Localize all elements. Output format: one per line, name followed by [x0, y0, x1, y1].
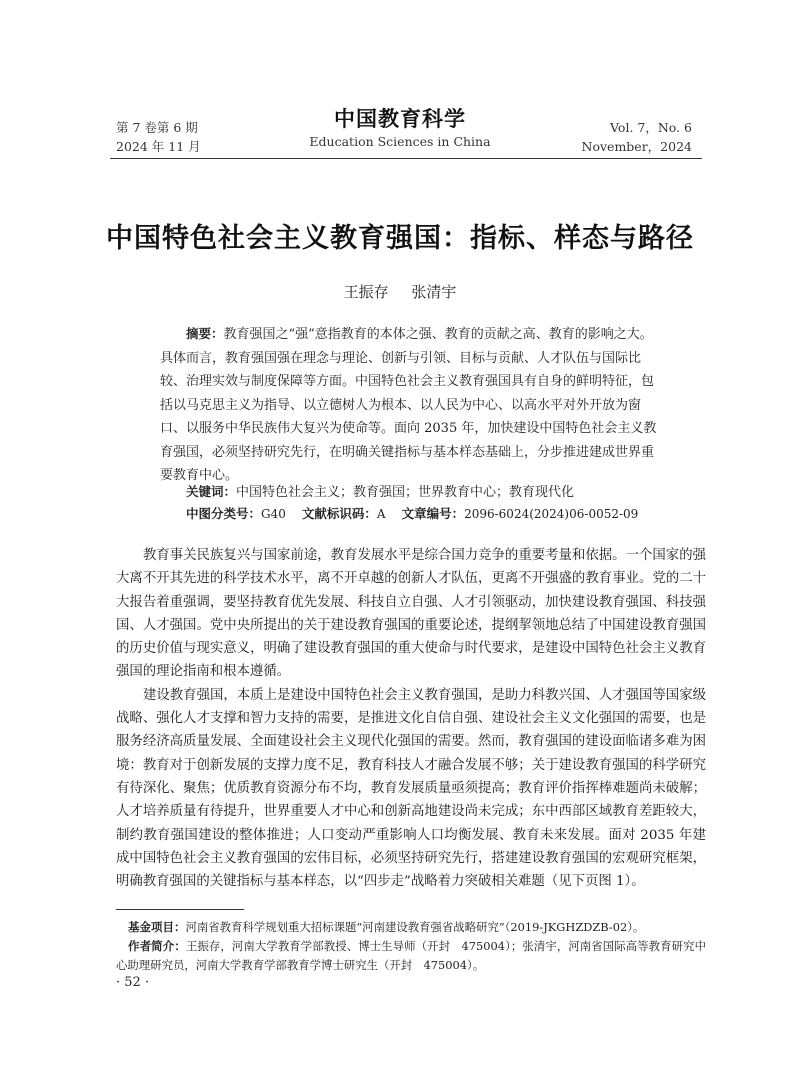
article-number-value: 2096-6024(2024)06-0052-09 — [464, 507, 639, 521]
keywords-label: 关键词： — [186, 484, 237, 499]
author-footnote — [116, 937, 706, 975]
abstract — [160, 322, 658, 488]
clc-label: 中图分类号： — [186, 506, 262, 521]
doc-code-label: 文献标识码： — [301, 506, 377, 521]
body-paragraph: 教育事关民族复兴与国家前途，教育发展水平是综合国力竞争的重要考量和依据。一个国家的强大离不开其先进的科学技术水平，离不开卓越的创新人才队伍，更离不开强盛的教育事业。党的二十大报告着重强调，要坚持教育优先发展、科技自立自强、人才引领驱动，加快建设教育强国、科技强国、人才强国。党中央所提出的关于建设教育强国的重要论述，提纲挈领地总结了中国建设教育强国的历史价值与现实意义，明确了建设教育强国的重大使命与时代要求，是建设中国特色社会主义教育强国的理论指南和根本遵循。 — [116, 548, 706, 680]
journal-title-en: Education Sciences in China — [309, 134, 491, 149]
author-bio-text: 王振存，河南大学教育学部教授、博士生导师（开封 475004）；张清宇，河南省国际高等教育研究中心助理研究员，河南大学教育学部教育学博士研究生（开封 475004）。 — [116, 939, 706, 972]
fund-text: 河南省教育科学规划重大招标课题“河南建设教育强省战略研究”（2019-JKGHZDZB-02）。 — [185, 920, 645, 934]
issue-date-en: November，2024 — [581, 139, 692, 154]
issue-date: 2024 年 11 月 — [116, 139, 201, 154]
volume-issue-en: Vol. 7，No. 6 — [610, 120, 692, 135]
abstract-text: 教育强国之“强”意指教育的本体之强、教育的贡献之高、教育的影响之大。具体而言，教育强国强在理念与理论、创新与引领、目标与贡献、人才队伍与国际比较、治理实效与制度保障等方面。中国特色社会主义教育强国具有自身的鲜明特征，包括以马克思主义为指导、以立德树人为根本、以人民为中心、以高水平对外开放为窗口、以服务中华民族伟大复兴为使命等。面向 2035 年，加快建设中国特色社会主义教育强国，必须坚持研究先行，在明确关键指标与基本样态基础上，分步推进建成世界重要教育中心。 — [160, 327, 657, 483]
keywords — [186, 480, 666, 505]
article-number-label: 文章编号： — [401, 506, 465, 521]
issue-info-en — [582, 118, 692, 156]
article-title: 中国特色社会主义教育强国：指标、样态与路径 — [106, 223, 694, 254]
body-paragraph: 建设教育强国，本质上是建设中国特色社会主义教育强国，是助力科教兴国、人才强国等国家级战略、强化人才支撑和智力支持的需要，是推进文化自信自强、建设社会主义文化强国的需要，也是服务经济高质量发展、全面建设社会主义现代化强国的需要。然而，教育强国的建设面临诸多难为困境：教育对于创新发展的支撑力度不足，教育科技人才融合发展不够；关于建设教育强国的科学研究有待深化、聚焦；优质教育资源分布不均，教育发展质量亟须提高；教育评价指挥棒难题尚未破解；人才培养质量有待提升，世界重要人才中心和创新高地建设尚未完成；东中西部区域教育差距较大，制约教育强国建设的整体推进；人口变动严重影响人口均衡发展、教育未来发展。面对 2035 年建成中国特色社会主义教育强国的宏伟目标，必须坚持研究先行，搭建建设教育强国的宏观研究框架，明确教育强国的关键指标与基本样态，以“四步走”战略着力突破相关难题（见下页图 1）。 — [116, 687, 706, 890]
keywords-text: 中国特色社会主义；教育强国；世界教育中心；教育现代化 — [236, 485, 575, 500]
author-name: 张清宇 — [411, 283, 457, 301]
header-rule — [110, 158, 702, 159]
body-text — [116, 544, 706, 893]
abstract-label: 摘要： — [186, 326, 224, 341]
clc-value: G40 — [261, 507, 286, 521]
page-number: · 52 · — [116, 975, 150, 990]
author-bio-label: 作者简介： — [128, 939, 186, 953]
doc-code-value: A — [376, 507, 386, 521]
journal-title-cn: 中国教育科学 — [334, 106, 466, 131]
volume-issue: 第 7 卷第 6 期 — [116, 120, 198, 135]
author-name: 王振存 — [343, 283, 389, 301]
classification-line — [186, 502, 666, 527]
footnote-rule — [116, 909, 244, 910]
author-list — [0, 281, 800, 302]
fund-label: 基金项目： — [128, 920, 186, 934]
fund-footnote — [116, 918, 706, 937]
